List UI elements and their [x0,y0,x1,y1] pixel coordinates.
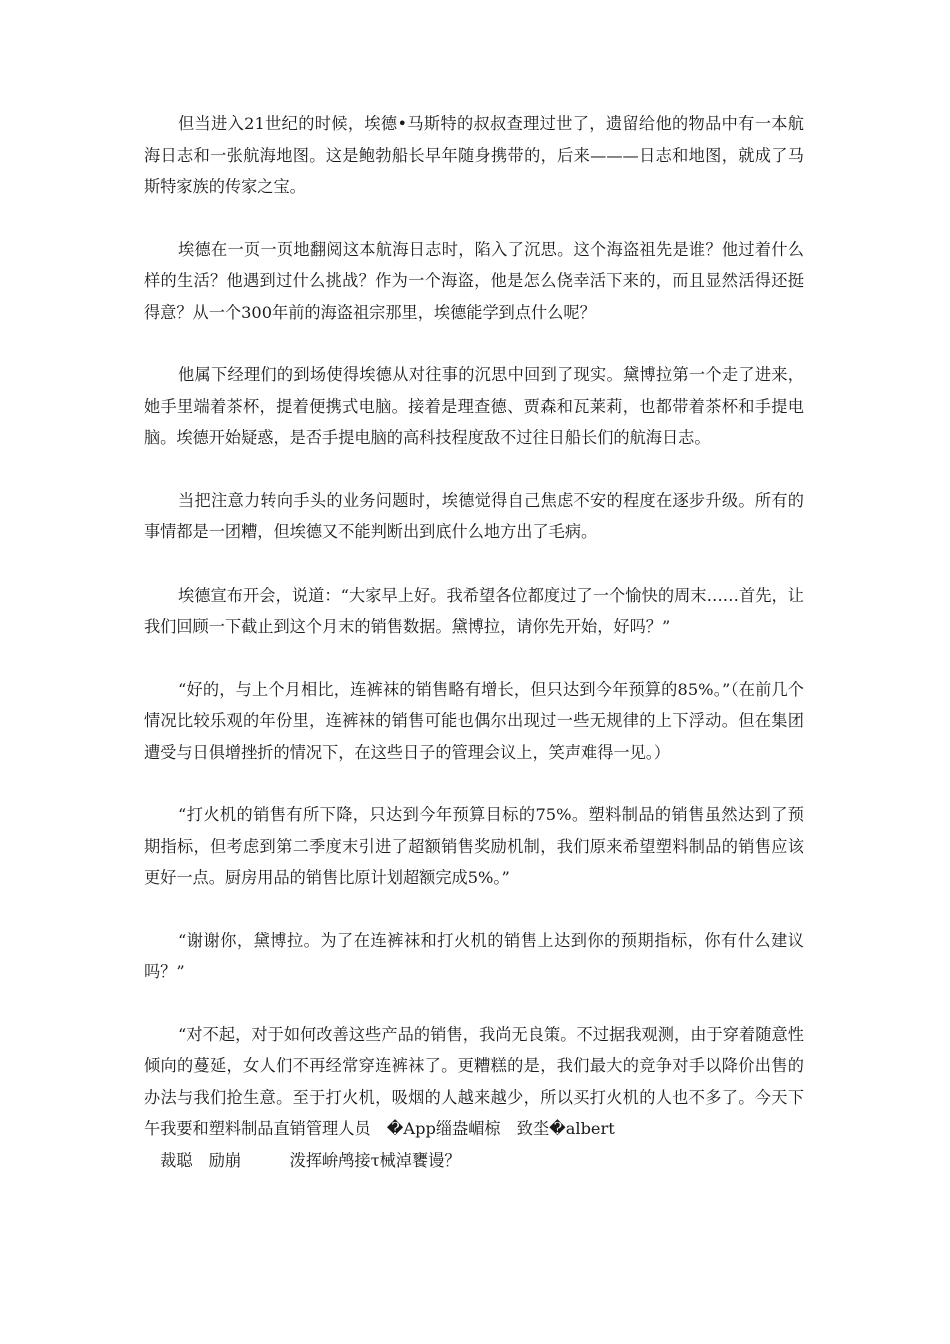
paragraph-8: “谢谢你，黛博拉。为了在连裤袜和打火机的销售上达到你的预期指标，你有什么建议吗？” [144,930,804,981]
paragraph-10-garbled: 裁聪 励崩 泼挥峅鸬接τ械淖饔谩？ [144,1150,461,1170]
paragraph-7: “打火机的销售有所下降，只达到今年预算目标的75%。塑料制品的销售虽然达到了预期指标，但考虑到第二季度末引进了超额销售奖励机制，我们原来希望塑料制品的销售应该更好一点。厨房用品的销售比原计划超额完成5%。” [144,805,804,887]
paragraph-3: 他属下经理们的到场使得埃德从对往事的沉思中回到了现实。黛博拉第一个走了进来，她手里端着茶杯，提着便携式电脑。接着是理查德、贾森和瓦莱莉，也都带着茶杯和手提电脑。埃德开始疑惑，是否手提电脑的高科技程度敌不过往日船长们的航海日志。 [144,365,804,447]
paragraph-9: “对不起，对于如何改善这些产品的销售，我尚无良策。不过据我观测，由于穿着随意性倾向的蔓延，女人们不再经常穿连裤袜了。更糟糕的是，我们最大的竞争对手以降价出售的办法与我们抢生意。至于打火机，吸烟的人越来越少，所以买打火机的人也不多了。今天下午我要和塑料制品直销管理人员 �App缁盎嵋椋 致坔�albert [144,1024,804,1138]
document-body [144,108,804,1176]
paragraph-4: 当把注意力转向手头的业务问题时，埃德觉得自己焦虑不安的程度在逐步升级。所有的事情都是一团糟，但埃德又不能判断出到底什么地方出了毛病。 [144,490,804,541]
paragraph-2: 埃德在一页一页地翻阅这本航海日志时，陷入了沉思。这个海盗祖先是谁？他过着什么样的生活？他遇到过什么挑战？作为一个海盗，他是怎么侥幸活下来的，而且显然活得还挺得意？从一个300年前的海盗祖宗那里，埃德能学到点什么呢？ [144,239,804,322]
paragraph-5: 埃德宣布开会，说道：“大家早上好。我希望各位都度过了一个愉快的周末……首先，让我们回顾一下截止到这个月末的销售数据。黛博拉，请你先开始，好吗？” [144,585,804,636]
paragraph-6: “好的，与上个月相比，连裤袜的销售略有增长，但只达到今年预算的85%。”（在前几个情况比较乐观的年份里，连裤袜的销售可能也偶尔出现过一些无规律的上下浮动。但在集团遭受与日俱增挫折的情况下，在这些日子的管理会议上，笑声难得一见。） [144,679,804,762]
paragraph-1: 但当进入21世纪的时候，埃德•马斯特的叔叔查理过世了，遗留给他的物品中有一本航海日志和一张航海地图。这是鲍勃船长早年随身携带的，后来———日志和地图，就成了马斯特家族的传家之宝。 [144,114,804,196]
